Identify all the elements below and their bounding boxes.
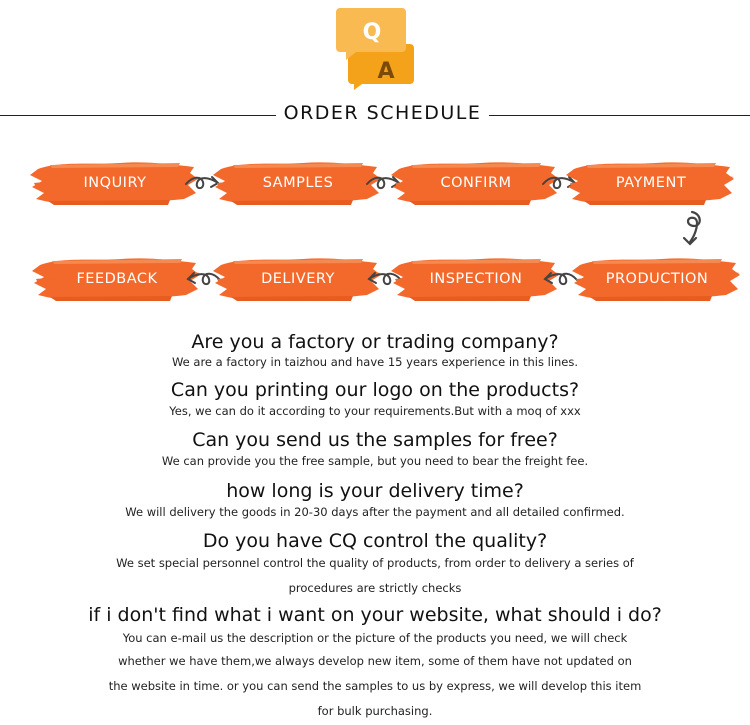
faq-item xyxy=(0,330,750,370)
step-inquiry xyxy=(30,155,200,211)
step-inspection xyxy=(391,251,561,307)
svg-text:A: A xyxy=(377,59,395,84)
faq-item xyxy=(0,378,750,420)
faq-answer-line: procedures are strictly checks xyxy=(288,581,462,595)
faq-answer-line: the website in time. or you can send the samples to us by express, we will develop this item xyxy=(108,679,642,693)
faq-answer-line: for bulk purchasing. xyxy=(317,704,433,718)
faq-answer: Yes, we can do it according to your requirements.But with a moq of xxx xyxy=(169,404,581,418)
faq-item xyxy=(0,603,750,724)
header-divider-right xyxy=(489,115,750,116)
faq-question: Do you have CQ control the quality? xyxy=(202,530,548,552)
step-feedback xyxy=(32,251,202,307)
step-label: INQUIRY xyxy=(83,175,147,191)
faq-item xyxy=(0,428,750,470)
faq-answer-line: We set special personnel control the quality of products, from order to delivery a series of xyxy=(116,556,634,570)
svg-text:Q: Q xyxy=(362,20,382,45)
step-label: INSPECTION xyxy=(429,271,523,287)
faq-question: Are you a factory or trading company? xyxy=(191,331,559,353)
faq-item xyxy=(0,479,750,521)
step-confirm xyxy=(391,155,561,211)
section-title: ORDER SCHEDULE xyxy=(283,102,482,124)
step-label: CONFIRM xyxy=(440,175,512,191)
faq-answer: We are a factory in taizhou and have 15 years experience in this lines. xyxy=(171,355,579,369)
step-label: FEEDBACK xyxy=(76,271,158,287)
faq-question: how long is your delivery time? xyxy=(226,480,524,502)
faq-question: Can you send us the samples for free? xyxy=(192,429,558,451)
faq-answer: We can provide you the free sample, but you need to bear the freight fee. xyxy=(161,454,589,468)
step-samples xyxy=(213,155,383,211)
faq-answer-line: whether we have them,we always develop new item, some of them have not updated on xyxy=(118,654,632,668)
step-payment xyxy=(566,155,736,211)
step-label: PAYMENT xyxy=(615,175,687,191)
faq-question: Can you printing our logo on the products? xyxy=(170,379,580,401)
qa-icon xyxy=(336,6,426,90)
step-production xyxy=(572,251,742,307)
faq-answer-line: You can e-mail us the description or the picture of the products you need, we will check xyxy=(122,631,628,645)
step-delivery xyxy=(213,251,383,307)
step-label: DELIVERY xyxy=(261,271,335,287)
header-divider-left xyxy=(0,115,276,116)
faq-answer: We will delivery the goods in 20-30 days after the payment and all detailed confirmed. xyxy=(125,505,625,519)
arrow-down-icon xyxy=(674,208,708,250)
step-label: SAMPLES xyxy=(262,175,334,191)
faq-item xyxy=(0,529,750,602)
step-label: PRODUCTION xyxy=(605,271,709,287)
section-header xyxy=(0,100,750,130)
faq-question: if i don't find what i want on your website, what should i do? xyxy=(88,604,662,626)
